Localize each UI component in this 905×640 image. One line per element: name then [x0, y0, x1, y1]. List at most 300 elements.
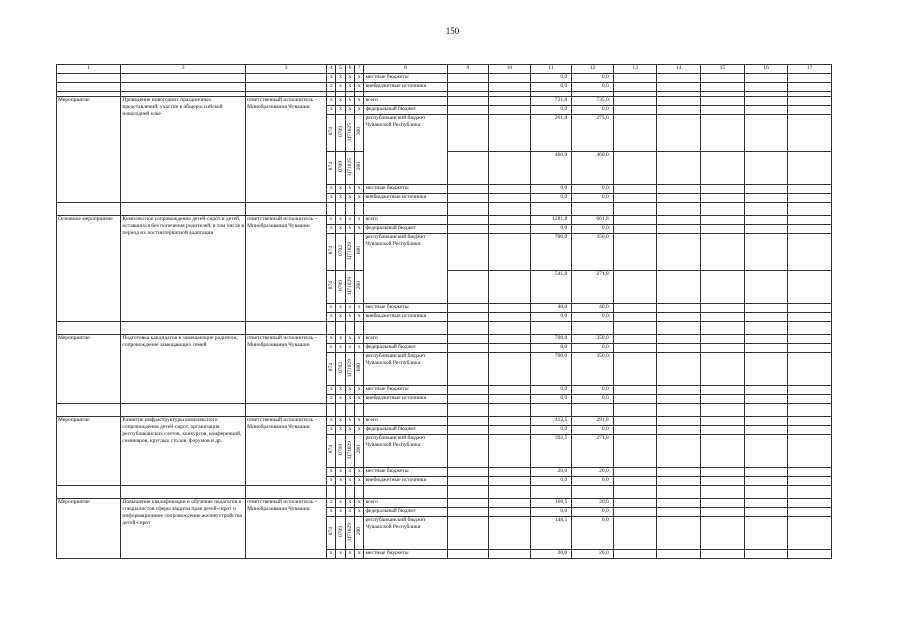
table-cell — [489, 203, 531, 216]
x-mark: x — [355, 395, 364, 404]
x-mark: x — [336, 417, 345, 426]
table-cell — [657, 97, 701, 106]
x-mark: x — [345, 83, 354, 92]
table-cell — [613, 395, 657, 404]
block-row — [57, 335, 832, 344]
x-mark: x — [336, 499, 345, 508]
value-col-12: 0,0 — [572, 313, 614, 322]
value-col-11: 700,0 — [530, 234, 572, 271]
table-cell — [345, 115, 354, 152]
x-mark: x — [345, 550, 354, 559]
source-label: местные бюджеты — [364, 185, 447, 194]
budget-code: 874 — [328, 527, 335, 536]
table-cell — [744, 83, 788, 92]
table-cell — [744, 468, 788, 477]
source-label: федеральный бюджет — [364, 106, 447, 115]
event-type: Мероприятие — [57, 97, 121, 203]
budget-code: 0709 — [337, 126, 344, 137]
table-cell — [744, 417, 788, 426]
table-cell — [701, 83, 745, 92]
table-cell — [447, 115, 489, 152]
table-cell — [447, 517, 489, 550]
source-label: местные бюджеты — [364, 386, 447, 395]
table-cell — [701, 499, 745, 508]
column-header: 13 — [613, 65, 657, 74]
table-cell — [788, 417, 832, 426]
table-cell — [572, 486, 614, 499]
column-header: 2 — [121, 65, 246, 74]
value-col-12: 0,0 — [572, 344, 614, 353]
x-mark: x — [355, 426, 364, 435]
table-row — [57, 74, 832, 83]
table-cell — [788, 335, 832, 344]
table-cell — [657, 234, 701, 271]
x-mark: x — [345, 97, 354, 106]
x-mark: x — [355, 344, 364, 353]
x-mark: x — [355, 97, 364, 106]
table-cell — [530, 404, 572, 417]
table-cell — [657, 194, 701, 203]
table-cell — [336, 517, 345, 550]
table-cell — [327, 404, 336, 417]
value-col-11: 0,0 — [530, 106, 572, 115]
table-cell — [530, 486, 572, 499]
table-cell — [788, 499, 832, 508]
table-cell — [657, 517, 701, 550]
source-label: республиканский бюджет Чувашской Республики — [364, 435, 447, 468]
x-mark: x — [355, 313, 364, 322]
table-cell — [701, 304, 745, 313]
value-col-12: 271,8 — [572, 271, 614, 304]
budget-code: 0709 — [337, 526, 344, 537]
table-cell — [447, 83, 489, 92]
table-cell — [657, 216, 701, 225]
x-mark: x — [336, 313, 345, 322]
table-cell — [489, 486, 531, 499]
x-mark: x — [345, 426, 354, 435]
budget-code: Ц71029 — [346, 440, 353, 459]
budget-code: 0709 — [337, 444, 344, 455]
table-cell — [572, 322, 614, 335]
x-mark: x — [336, 335, 345, 344]
table-cell — [788, 477, 832, 486]
source-label: внебюджетные источники — [364, 477, 447, 486]
table-cell — [327, 271, 336, 304]
table-cell — [336, 486, 345, 499]
table-cell — [613, 106, 657, 115]
x-mark: x — [345, 313, 354, 322]
value-col-12: 350,0 — [572, 335, 614, 344]
table-cell — [701, 194, 745, 203]
value-col-11: 541,0 — [530, 271, 572, 304]
value-col-11: 0,0 — [530, 477, 572, 486]
value-col-12: 0,0 — [572, 386, 614, 395]
value-col-11: 0,0 — [530, 83, 572, 92]
table-cell — [788, 313, 832, 322]
source-label: республиканский бюджет Чувашской Республики — [364, 353, 447, 386]
table-cell — [57, 322, 121, 335]
table-cell — [327, 486, 336, 499]
x-mark: x — [327, 550, 336, 559]
value-col-11: 0,0 — [530, 185, 572, 194]
table-cell — [489, 335, 531, 344]
table-cell — [701, 97, 745, 106]
table-cell — [788, 353, 832, 386]
table-cell — [355, 486, 364, 499]
source-label: местные бюджеты — [364, 550, 447, 559]
table-row — [57, 83, 832, 92]
event-type: Мероприятие — [57, 417, 121, 486]
source-label: внебюджетные источники — [364, 395, 447, 404]
column-header: 3 — [246, 65, 327, 74]
table-cell — [701, 550, 745, 559]
budget-code: 300 — [356, 127, 363, 136]
x-mark: x — [345, 344, 354, 353]
budget-code: 600 — [356, 363, 363, 372]
table-cell — [744, 322, 788, 335]
budget-code: 200 — [356, 162, 363, 171]
budget-code: 200 — [356, 445, 363, 454]
table-cell — [489, 395, 531, 404]
budget-code: 874 — [328, 162, 335, 171]
table-cell — [336, 152, 345, 185]
table-cell — [57, 203, 121, 216]
table-cell — [701, 386, 745, 395]
table-cell — [613, 216, 657, 225]
x-mark: x — [327, 74, 336, 83]
table-cell — [701, 477, 745, 486]
table-cell — [744, 353, 788, 386]
source-label: местные бюджеты — [364, 74, 447, 83]
table-cell — [788, 550, 832, 559]
table-cell — [744, 517, 788, 550]
value-col-11: 392,5 — [530, 435, 572, 468]
table-cell — [701, 435, 745, 468]
table-cell — [788, 225, 832, 234]
x-mark: x — [327, 225, 336, 234]
x-mark: x — [327, 395, 336, 404]
table-cell — [447, 304, 489, 313]
table-cell — [613, 477, 657, 486]
table-cell — [657, 304, 701, 313]
table-cell — [657, 335, 701, 344]
table-cell — [701, 234, 745, 271]
value-col-12: 350,0 — [572, 234, 614, 271]
table-cell — [657, 115, 701, 152]
column-header: 10 — [489, 65, 531, 74]
table-cell — [355, 322, 364, 335]
table-cell — [613, 194, 657, 203]
event-executor: ответственный исполнитель – Минобразования Чувашии — [246, 97, 327, 203]
table-cell — [788, 517, 832, 550]
x-mark: x — [336, 97, 345, 106]
table-cell — [447, 353, 489, 386]
table-cell — [447, 234, 489, 271]
source-label: республиканский бюджет Чувашской Республики — [364, 234, 447, 304]
x-mark: x — [355, 550, 364, 559]
event-executor: ответственный исполнитель – Минобразования Чувашии — [246, 216, 327, 322]
budget-code: 200 — [356, 527, 363, 536]
table-cell — [744, 225, 788, 234]
table-cell — [613, 304, 657, 313]
x-mark: x — [327, 386, 336, 395]
value-col-11: 261,0 — [530, 115, 572, 152]
table-cell — [701, 468, 745, 477]
x-mark: x — [327, 417, 336, 426]
table-cell — [355, 115, 364, 152]
budget-code: Ц71029 — [346, 241, 353, 260]
table-cell — [355, 203, 364, 216]
value-col-12: 0,0 — [572, 83, 614, 92]
table-cell — [744, 499, 788, 508]
x-mark: x — [336, 477, 345, 486]
x-mark: x — [336, 304, 345, 313]
x-mark: x — [327, 97, 336, 106]
value-col-11: 0,0 — [530, 344, 572, 353]
table-cell — [336, 322, 345, 335]
table-cell — [121, 486, 246, 499]
budget-code: Ц71025 — [346, 122, 353, 141]
x-mark: x — [336, 106, 345, 115]
table-cell — [246, 83, 327, 92]
x-mark: x — [345, 499, 354, 508]
value-col-12: 0,0 — [572, 508, 614, 517]
x-mark: x — [327, 426, 336, 435]
column-header: 4 — [327, 65, 336, 74]
spacer-row — [57, 203, 832, 216]
value-col-11: 721,0 — [530, 97, 572, 106]
event-name: Развитие инфраструктуры комплексного сопровождения детей-сирот, организация республиканских слетов, конкурсов, конференций, семинаров, круглых столов, форумов и др. — [121, 417, 246, 486]
table-cell — [657, 508, 701, 517]
x-mark: x — [345, 417, 354, 426]
source-label: всего — [364, 97, 447, 106]
table-cell — [701, 322, 745, 335]
x-mark: x — [336, 225, 345, 234]
table-cell — [744, 271, 788, 304]
x-mark: x — [345, 216, 354, 225]
value-col-12: 0,0 — [572, 426, 614, 435]
table-cell — [246, 486, 327, 499]
table-cell — [447, 194, 489, 203]
table-cell — [336, 271, 345, 304]
budget-table — [56, 64, 832, 559]
table-cell — [327, 322, 336, 335]
table-cell — [613, 234, 657, 271]
table-cell — [657, 322, 701, 335]
table-cell — [345, 152, 354, 185]
table-cell — [489, 344, 531, 353]
value-col-11: 0,0 — [530, 194, 572, 203]
x-mark: x — [336, 216, 345, 225]
table-cell — [613, 508, 657, 517]
value-col-12: 275,0 — [572, 115, 614, 152]
value-col-11: 20,0 — [530, 550, 572, 559]
x-mark: x — [336, 426, 345, 435]
table-cell — [613, 322, 657, 335]
table-cell — [345, 517, 354, 550]
column-header: 11 — [530, 65, 572, 74]
table-cell — [613, 97, 657, 106]
table-cell — [121, 203, 246, 216]
page-number: 150 — [445, 26, 460, 36]
x-mark: x — [345, 74, 354, 83]
column-header: 16 — [744, 65, 788, 74]
x-mark: x — [355, 83, 364, 92]
value-col-11: 20,0 — [530, 468, 572, 477]
event-type: Мероприятие — [57, 499, 121, 559]
table-cell — [447, 97, 489, 106]
table-cell — [447, 185, 489, 194]
x-mark: x — [355, 225, 364, 234]
table-cell — [701, 225, 745, 234]
table-cell — [447, 106, 489, 115]
budget-code: 874 — [328, 246, 335, 255]
table-cell — [355, 353, 364, 386]
table-cell — [788, 115, 832, 152]
table-cell — [345, 404, 354, 417]
source-label: федеральный бюджет — [364, 508, 447, 517]
table-cell — [657, 404, 701, 417]
table-cell — [364, 322, 447, 335]
value-col-11: 412,5 — [530, 417, 572, 426]
table-cell — [246, 404, 327, 417]
table-cell — [336, 404, 345, 417]
table-cell — [121, 74, 246, 83]
table-cell — [788, 486, 832, 499]
table-cell — [327, 234, 336, 271]
table-cell — [613, 404, 657, 417]
table-cell — [355, 234, 364, 271]
table-cell — [489, 216, 531, 225]
table-cell — [447, 395, 489, 404]
source-label: местные бюджеты — [364, 304, 447, 313]
x-mark: x — [345, 194, 354, 203]
source-label: всего — [364, 417, 447, 426]
x-mark: x — [345, 304, 354, 313]
source-label: республиканский бюджет Чувашской Республики — [364, 517, 447, 550]
table-cell — [657, 395, 701, 404]
table-cell — [744, 486, 788, 499]
table-cell — [336, 435, 345, 468]
table-cell — [572, 404, 614, 417]
table-cell — [530, 322, 572, 335]
budget-code: 874 — [328, 127, 335, 136]
table-cell — [744, 304, 788, 313]
column-header: 15 — [701, 65, 745, 74]
table-cell — [447, 344, 489, 353]
source-label: всего — [364, 335, 447, 344]
x-mark: x — [336, 83, 345, 92]
table-cell — [788, 74, 832, 83]
table-cell — [246, 322, 327, 335]
source-label: федеральный бюджет — [364, 426, 447, 435]
table-cell — [447, 335, 489, 344]
value-col-12: 735,0 — [572, 97, 614, 106]
table-cell — [489, 499, 531, 508]
table-cell — [489, 194, 531, 203]
x-mark: x — [336, 344, 345, 353]
table-cell — [489, 426, 531, 435]
table-cell — [701, 74, 745, 83]
value-col-12: 661,8 — [572, 216, 614, 225]
table-cell — [489, 115, 531, 152]
table-cell — [613, 550, 657, 559]
table-cell — [57, 404, 121, 417]
column-header: 1 — [57, 65, 121, 74]
x-mark: x — [345, 185, 354, 194]
value-col-12: 350,0 — [572, 353, 614, 386]
table-cell — [613, 313, 657, 322]
table-cell — [447, 477, 489, 486]
table-cell — [613, 203, 657, 216]
table-cell — [327, 435, 336, 468]
table-cell — [701, 185, 745, 194]
table-cell — [744, 508, 788, 517]
table-cell — [246, 74, 327, 83]
column-header: 6 — [345, 65, 354, 74]
table-cell — [327, 517, 336, 550]
table-cell — [447, 404, 489, 417]
table-cell — [489, 468, 531, 477]
value-col-12: 0,0 — [572, 185, 614, 194]
table-cell — [657, 486, 701, 499]
table-cell — [613, 83, 657, 92]
budget-code: 0702 — [337, 245, 344, 256]
table-cell — [489, 97, 531, 106]
table-cell — [489, 225, 531, 234]
x-mark: x — [355, 106, 364, 115]
table-cell — [489, 304, 531, 313]
table-cell — [657, 203, 701, 216]
table-cell — [744, 435, 788, 468]
table-cell — [345, 271, 354, 304]
x-mark: x — [345, 477, 354, 486]
source-label: внебюджетные источники — [364, 194, 447, 203]
column-header: 9 — [447, 65, 489, 74]
table-cell — [788, 234, 832, 271]
event-executor: ответственный исполнитель – Минобразования Чувашии — [246, 499, 327, 559]
x-mark: x — [327, 194, 336, 203]
value-col-11: 148,5 — [530, 517, 572, 550]
value-col-11: 168,5 — [530, 499, 572, 508]
table-cell — [701, 508, 745, 517]
event-name: Подготовка кандидатов в замещающие родители, сопровождение замещающих семей — [121, 335, 246, 404]
x-mark: x — [345, 106, 354, 115]
x-mark: x — [327, 499, 336, 508]
x-mark: x — [345, 395, 354, 404]
x-mark: x — [327, 313, 336, 322]
table-cell — [489, 508, 531, 517]
table-cell — [657, 344, 701, 353]
column-header: 17 — [788, 65, 832, 74]
value-col-12: 0,0 — [572, 477, 614, 486]
value-col-11: 1281,8 — [530, 216, 572, 225]
x-mark: x — [336, 508, 345, 517]
value-col-11: 460,0 — [530, 152, 572, 185]
block-row — [57, 97, 832, 106]
x-mark: x — [355, 499, 364, 508]
table-cell — [489, 106, 531, 115]
budget-code: 874 — [328, 445, 335, 454]
x-mark: x — [355, 216, 364, 225]
source-label: внебюджетные источники — [364, 313, 447, 322]
table-cell — [788, 185, 832, 194]
table-cell — [57, 74, 121, 83]
table-cell — [744, 216, 788, 225]
x-mark: x — [327, 304, 336, 313]
table-cell — [788, 435, 832, 468]
value-col-11: 0,0 — [530, 74, 572, 83]
